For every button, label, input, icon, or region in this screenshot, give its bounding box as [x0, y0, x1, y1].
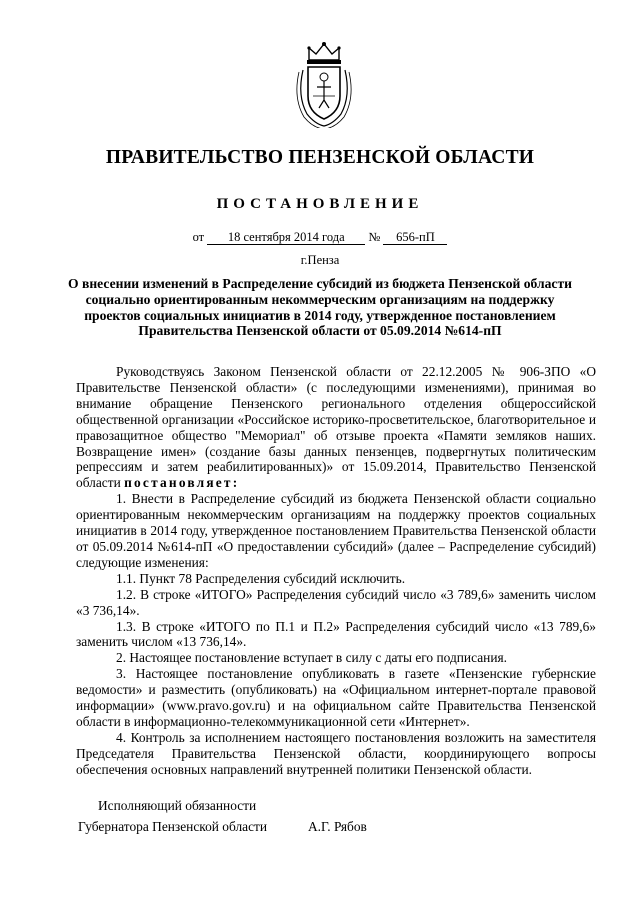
clause-1-3: 1.3. В строке «ИТОГО по П.1 и П.2» Распределения субсидий число «13 789,6» заменить числом «13 736,14». [76, 618, 596, 650]
document-number: 656-пП [383, 230, 447, 245]
document-date: 18 сентября 2014 года [207, 230, 365, 245]
signatory-name: А.Г. Рябов [308, 819, 367, 834]
city: г.Пенза [300, 253, 340, 267]
clause-1: 1. Внести в Распределение субсидий из бюджета Пензенской области социально ориентированным некоммерческим организациям на поддержку проектов социальных инициатив в 2014 году, утвержденное постановлением Правительства Пензенской области от 05.09.2014 №614-пП «О предоставлении субсидий» (далее – Распределение субсидий) следующие изменения: [76, 491, 596, 570]
clause-1-1: 1.1. Пункт 78 Распределения субсидий исключить. [116, 570, 406, 586]
clause-4: 4. Контроль за исполнением настоящего постановления возложить на заместителя Председателя Правительства Пензенской области, координирующего вопросы обеспечения основных направлений внутренней политики Пензенской области. [76, 729, 596, 777]
clause-3: 3. Настоящее постановление опубликовать в газете «Пензенские губернские ведомости» и разместить (опубликовать) на «Официальном интернет-портале правовой информации» (www.pravo.gov.ru) и на официальном сайте Правительства Пензенской области в информационно-телекоммуникационной сети «Интернет». [76, 666, 596, 729]
coat-of-arms-icon [293, 40, 355, 128]
clause-1-2: 1.2. В строке «ИТОГО» Распределения субсидий число «3 789,6» заменить числом «3 736,14». [76, 586, 596, 618]
document-subject: О внесении изменений в Распределение субсидий из бюджета Пензенской области социально ориентированным некоммерческим организациям на поддержку проектов социальных инициатив в 2014 году, утвержденное постановлением Правительства Пензенской области от 05.09.2014 №614-пП [68, 276, 572, 339]
government-title: ПРАВИТЕЛЬСТВО ПЕНЗЕНСКОЙ ОБЛАСТИ [105, 147, 535, 168]
date-number-line [0, 230, 640, 245]
date-prefix: от [192, 230, 205, 244]
clause-2: 2. Настоящее постановление вступает в силу с даты его подписания. [116, 650, 507, 666]
decree-word: постановляет: [124, 475, 240, 491]
document-type: ПОСТАНОВЛЕНИЕ [216, 196, 424, 212]
number-prefix: № [368, 230, 381, 244]
document-body [76, 364, 596, 778]
preamble-text: Руководствуясь Законом Пензенской области от 22.12.2005 № 906-ЗПО «О Правительстве Пензенской области» (с последующими изменениями), принимая во внимание обращение Пензенского регионального отделения общероссийской общественной организации «Российское историко-просветительское, благотворительное и правозащитное общество "Мемориал" об отзыве проекта «Памяти земляков наших. Возвращение имен» (создание базы данных пензенцев, подвергнутых политическим репрессиям и затем реабилитированных)» от 15.09.2014, Правительство Пензенской области [76, 364, 596, 491]
signatory-title-line-1: Исполняющий обязанности [98, 798, 257, 813]
signatory-title-line-2: Губернатора Пензенской области [78, 819, 268, 834]
preamble-paragraph [76, 364, 596, 491]
